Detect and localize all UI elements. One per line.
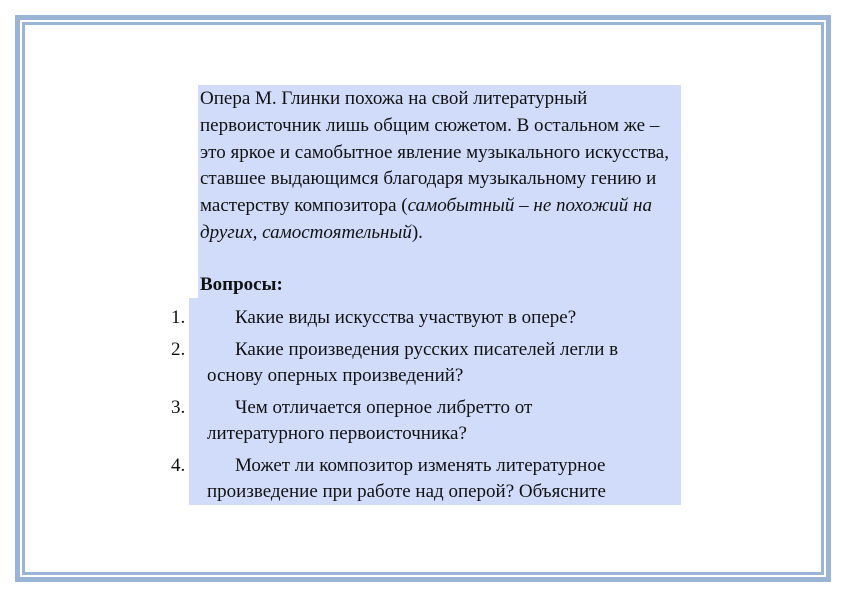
intro-paragraph xyxy=(200,86,680,247)
question-item xyxy=(171,337,681,390)
question-number: 4. xyxy=(171,454,186,476)
questions-heading: Вопросы: xyxy=(200,274,283,295)
question-number: 3. xyxy=(171,396,186,418)
question-text-cont: литературного первоисточника? xyxy=(207,423,467,444)
paragraph-text: Опера М. Глинки похожа на свой литературный первоисточник лишь общим сюжетом. В остальном же – это яркое и самобытное явление музыкального искусства, ставшее выдающимся благодаря музыкальному гению и мастерству композитора ( xyxy=(200,88,669,217)
question-item xyxy=(171,395,681,448)
question-text: Может ли композитор изменять литературное xyxy=(235,454,606,476)
paragraph-end: ). xyxy=(411,221,423,243)
question-text: Какие произведения русских писателей легли в xyxy=(235,338,619,360)
question-text-cont: основу оперных произведений? xyxy=(207,365,464,386)
question-text-cont: произведение при работе над оперой? Объясните xyxy=(207,481,606,502)
question-number: 1. xyxy=(171,307,186,328)
question-item xyxy=(171,453,681,506)
definition-italic: самобытный – не похожий на других, самостоятельный xyxy=(200,195,652,243)
question-item xyxy=(171,305,681,332)
question-number: 2. xyxy=(171,338,186,360)
question-text: Чем отличается оперное либретто от xyxy=(235,396,533,418)
question-text: Какие виды искусства участвуют в опере? xyxy=(235,307,577,328)
questions-list xyxy=(171,305,681,511)
